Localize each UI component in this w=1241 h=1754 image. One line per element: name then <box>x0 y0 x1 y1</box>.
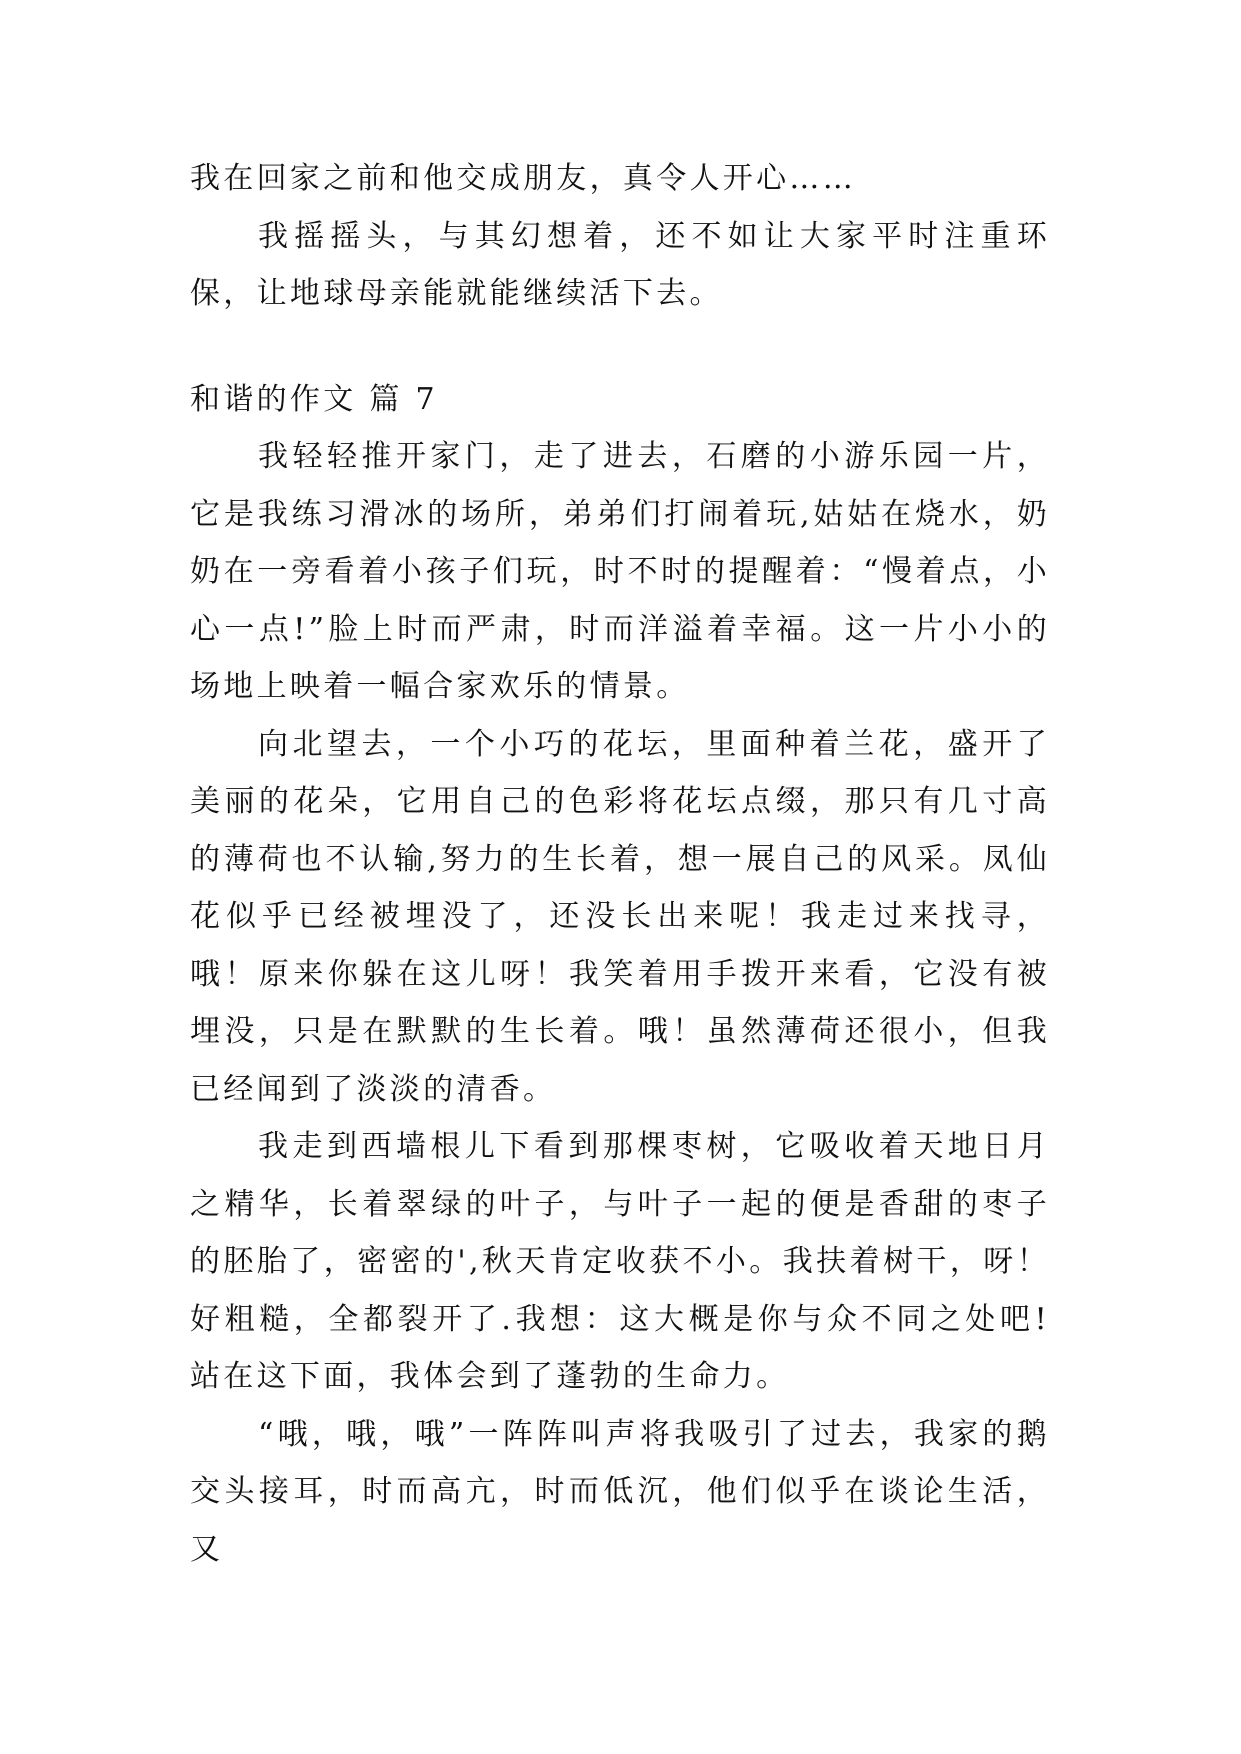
section-gap <box>190 323 1050 371</box>
paragraph-1: 我轻轻推开家门，走了进去，石磨的小游乐园一片，它是我练习滑冰的场所，弟弟们打闹着玩,姑姑在烧水，奶奶在一旁看着小孩子们玩，时不时的提醒着：“慢着点，小心一点!”脸上时而严肃，时而洋溢着幸福。这一片小小的场地上映着一幅合家欢乐的情景。 <box>190 439 1050 704</box>
paragraph-intro-1: 我在回家之前和他交成朋友，真令人开心…… <box>190 161 856 196</box>
paragraph-2: 向北望去，一个小巧的花坛，里面种着兰花，盛开了美丽的花朵，它用自己的色彩将花坛点缀，那只有几寸高的薄荷也不认输,努力的生长着，想一展自己的风采。凤仙花似乎已经被埋没了，还没长出来呢！我走过来找寻，哦！原来你躲在这儿呀！我笑着用手拨开来看，它没有被埋没，只是在默默的生长着。哦！虽然薄荷还很小，但我已经闻到了淡淡的清香。 <box>190 726 1050 1107</box>
paragraph-4: “哦，哦，哦”一阵阵叫声将我吸引了过去，我家的鹅交头接耳，时而高亢，时而低沉，他们似乎在谈论生活，又 <box>190 1416 1050 1567</box>
paragraph-intro-2: 我摇摇头，与其幻想着，还不如让大家平时注重环保，让地球母亲能就能继续活下去。 <box>190 218 1050 311</box>
section-title: 和谐的作文 篇 7 <box>190 381 438 417</box>
document-page <box>190 150 1050 1578</box>
paragraph-3: 我走到西墙根儿下看到那棵枣树，它吸收着天地日月之精华，长着翠绿的叶子，与叶子一起的便是香甜的枣子的胚胎了，密密的',秋天肯定收获不小。我扶着树干，呀！好粗糙，全都裂开了.我想：这大概是你与众不同之处吧!站在这下面，我体会到了蓬勃的生命力。 <box>190 1129 1050 1394</box>
